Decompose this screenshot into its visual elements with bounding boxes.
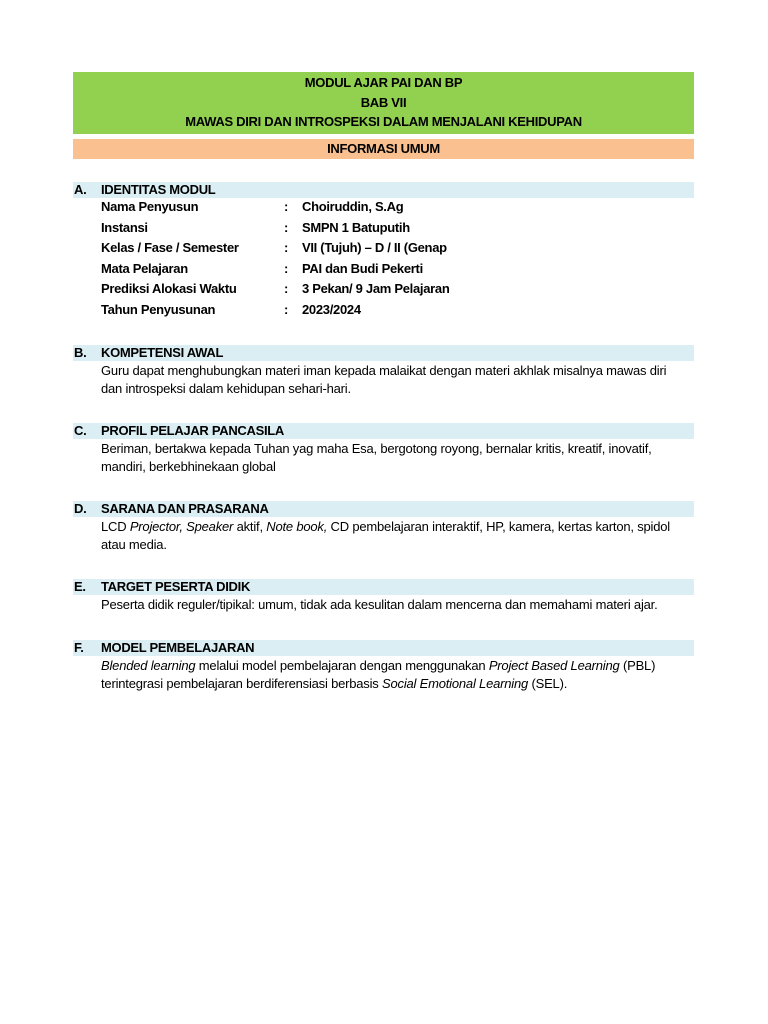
identity-label: Nama Penyusun [101, 199, 199, 214]
body-line: atau media. [101, 537, 167, 552]
section-letter: F. [74, 640, 84, 655]
identity-label: Prediksi Alokasi Waktu [101, 281, 237, 296]
body-text: terintegrasi pembelajaran berdiferensiasi berbasis [101, 676, 383, 691]
section-heading [73, 182, 694, 198]
document-page [73, 72, 694, 691]
identity-colon: : [284, 281, 289, 296]
body-line [101, 518, 694, 536]
body-line [101, 657, 694, 675]
identity-row [73, 238, 694, 259]
body-text: (SEL). [528, 676, 568, 691]
identity-row [73, 218, 694, 239]
section-identitas [73, 182, 694, 320]
identity-value: SMPN 1 Batuputih [302, 219, 410, 235]
section-body [73, 657, 694, 693]
identity-row [73, 300, 694, 321]
section-letter: E. [74, 579, 86, 594]
section-body [73, 362, 694, 398]
identity-value: VII (Tujuh) – D / II (Genap [302, 240, 447, 255]
body-line: Peserta didik reguler/tipikal: umum, tidak ada kesulitan dalam mencerna dan memahami materi ajar. [101, 597, 658, 612]
body-italic: Projector, Speaker [129, 519, 234, 534]
section-profil [73, 423, 694, 476]
body-text: (PBL) [619, 658, 656, 673]
identity-label: Instansi [101, 219, 148, 235]
general-info-heading: INFORMASI UMUM [73, 139, 694, 159]
chapter-number: BAB VII [360, 94, 407, 110]
identity-row [73, 197, 694, 218]
identity-colon: : [284, 219, 289, 235]
identity-colon: : [284, 260, 289, 276]
section-body [73, 440, 694, 476]
section-title: TARGET PESERTA DIDIK [101, 579, 251, 594]
identity-label: Tahun Penyusunan [101, 301, 216, 317]
body-italic: Blended learning [101, 658, 196, 673]
identity-table [73, 197, 694, 320]
identity-label: Mata Pelajaran [101, 260, 188, 276]
body-text: LCD [101, 519, 130, 534]
identity-value: 3 Pekan/ 9 Jam Pelajaran [302, 281, 450, 296]
section-heading [73, 345, 694, 361]
section-letter: B. [74, 345, 87, 360]
section-letter: A. [74, 182, 87, 197]
identity-row [73, 279, 694, 300]
body-text: aktif, [233, 519, 267, 534]
body-text: melalui model pembelajaran dengan menggunakan [195, 658, 489, 673]
section-letter: C. [74, 423, 87, 438]
body-italic: Note book, [266, 519, 328, 534]
identity-row [73, 259, 694, 280]
identity-colon: : [284, 240, 289, 255]
section-heading [73, 579, 694, 595]
section-title: KOMPETENSI AWAL [101, 345, 224, 360]
body-text: CD pembelajaran interaktif, HP, kamera, kertas karton, spidol [327, 519, 670, 534]
section-kompetensi [73, 345, 694, 398]
identity-colon: : [284, 301, 289, 317]
identity-colon: : [284, 199, 289, 214]
section-sarana [73, 501, 694, 554]
section-letter: D. [74, 501, 87, 516]
body-italic: Project Based Learning [488, 658, 620, 673]
section-body [73, 518, 694, 554]
body-line: Guru dapat menghubungkan materi iman kepada malaikat dengan materi akhlak misalnya mawas diri [101, 363, 667, 378]
section-title: SARANA DAN PRASARANA [101, 501, 269, 516]
body-line: dan introspeksi dalam kehidupan sehari-hari. [101, 381, 351, 396]
section-heading [73, 501, 694, 517]
module-title: MODUL AJAR PAI DAN BP [304, 75, 463, 90]
body-line [101, 675, 694, 693]
identity-label: Kelas / Fase / Semester [101, 240, 239, 255]
body-line: Beriman, bertakwa kepada Tuhan yag maha Esa, bergotong royong, bernalar kritis, kreatif, inovatif, [101, 441, 652, 456]
section-target [73, 579, 694, 614]
section-model [73, 640, 694, 693]
section-title: MODEL PEMBELAJARAN [101, 640, 255, 655]
body-italic: Social Emotional Learning [382, 676, 529, 691]
chapter-title: MAWAS DIRI DAN INTROSPEKSI DALAM MENJALANI KEHIDUPAN [185, 114, 582, 129]
section-title: PROFIL PELAJAR PANCASILA [101, 423, 285, 438]
section-heading [73, 423, 694, 439]
identity-value: PAI dan Budi Pekerti [302, 260, 423, 276]
section-body [73, 596, 694, 614]
title-block [73, 72, 694, 134]
identity-value: Choiruddin, S.Ag [302, 199, 404, 214]
section-title: IDENTITAS MODUL [101, 182, 216, 197]
identity-value: 2023/2024 [302, 301, 361, 317]
body-line: mandiri, berkebhinekaan global [101, 459, 276, 474]
section-heading [73, 640, 694, 656]
